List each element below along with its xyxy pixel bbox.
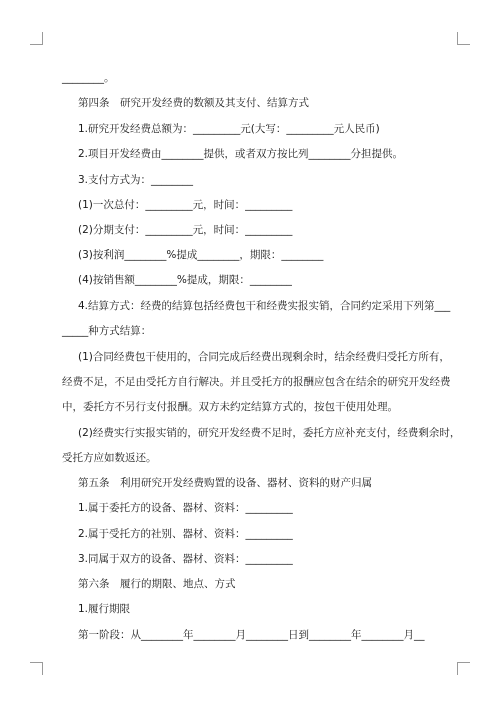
- text-line: 2.项目开发经费由________提供，或者双方按比列________分担提供。: [78, 148, 404, 160]
- text-line: (3)按利润________%提成________，期限：________: [78, 249, 324, 261]
- crop-mark-top-right: [457, 32, 470, 45]
- text-line: 经费不足，不足由受托方自行解决。并且受托方的报酬应包含在结余的研究开发经费: [62, 376, 451, 388]
- text-line: 第一阶段：从________年________月________日到________年________月__: [78, 629, 425, 641]
- text-line: 1.履行期限: [78, 603, 131, 615]
- text-line: (4)按销售额________%提成，期限：________: [78, 274, 292, 286]
- text-line: ________。: [62, 72, 115, 84]
- crop-mark-bottom-left: [30, 662, 43, 675]
- crop-mark-bottom-right: [457, 662, 470, 675]
- text-line: (1)合同经费包干使用的，合同完成后经费出现剩余时，结余经费归受托方所有，: [78, 351, 450, 363]
- text-line: (1)一次总付：_________元，时间：_________: [78, 199, 293, 211]
- article-4-heading: 第四条 研究开发经费的数额及其支付、结算方式: [78, 97, 309, 109]
- text-line: 3.支付方式为：________: [78, 174, 194, 186]
- text-line: 受托方应如数返还。: [62, 452, 157, 464]
- crop-mark-top-left: [30, 32, 43, 45]
- text-line: 2.属于受托方的社别、器材、资料：_________: [78, 528, 293, 540]
- text-line: _____种方式结算：: [62, 325, 152, 337]
- text-line: 中，委托方不另行支付报酬。双方未约定结算方式的，按包干使用处理。: [62, 401, 398, 413]
- article-6-heading: 第六条 履行的期限、地点、方式: [78, 578, 236, 590]
- text-line: 4.结算方式：经费的结算包括经费包干和经费实报实销，合同约定采用下列第___: [78, 300, 451, 312]
- text-line: 1.研究开发经费总额为：_________元(大写：_________元人民币): [78, 123, 380, 135]
- text-line: 1.属于委托方的设备、器材、资料：_________: [78, 502, 293, 514]
- text-line: (2)经费实行实报实销的，研究开发经费不足时，委托方应补充支付，经费剩余时，: [78, 427, 461, 439]
- text-line: (2)分期支付：_________元，时间：_________: [78, 224, 293, 236]
- article-5-heading: 第五条 利用研究开发经费购置的设备、器材、资料的财产归属: [78, 477, 372, 489]
- text-line: 3.同属于双方的设备、器材、资料：_________: [78, 553, 293, 565]
